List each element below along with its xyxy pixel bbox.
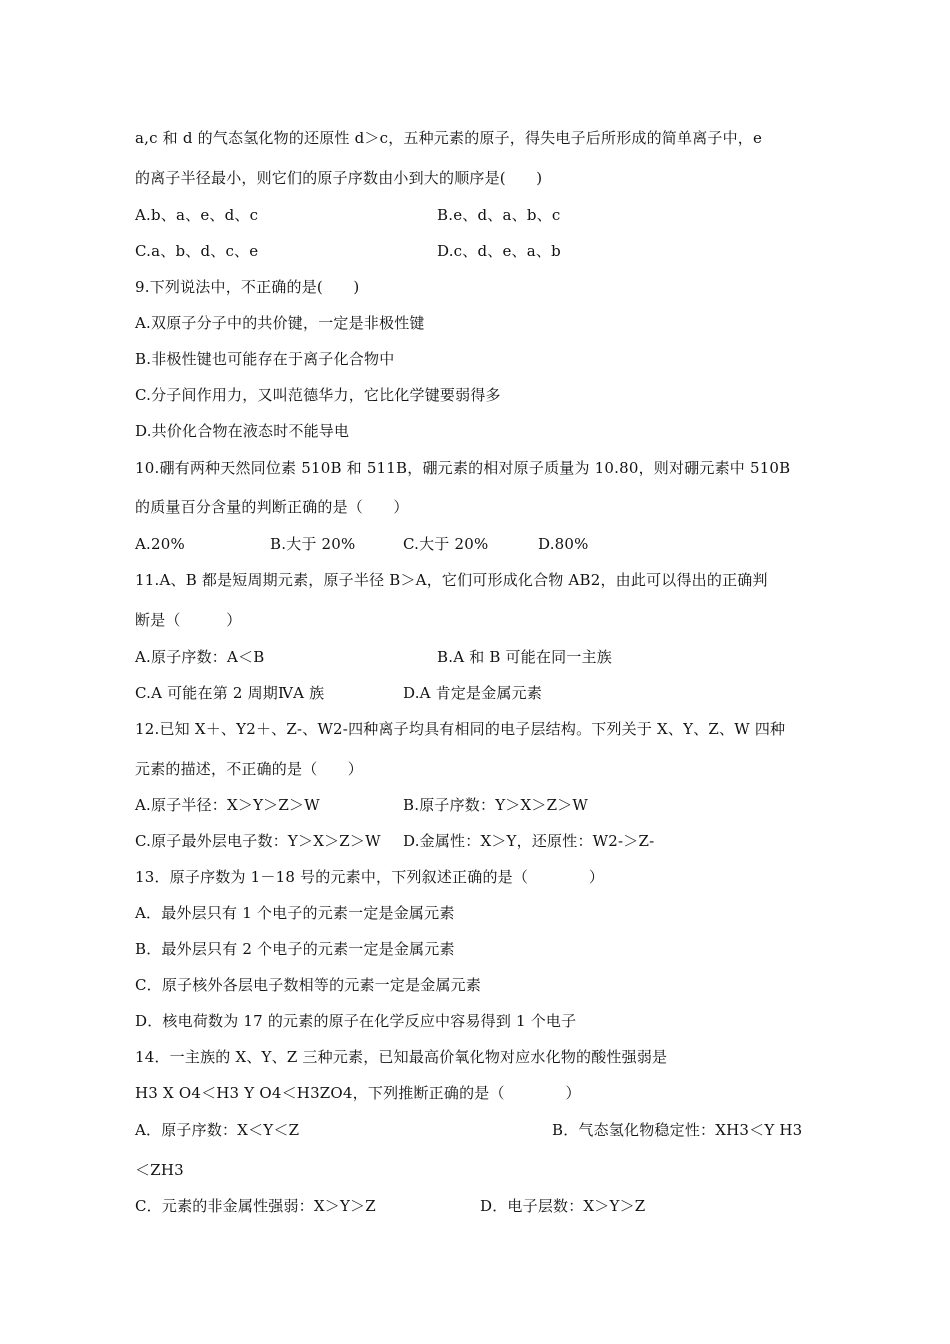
q14-option-b: B．气态氢化物稳定性：XH3＜Y H3 [552,1121,803,1139]
q10-line1: 10.硼有两种天然同位素 510B 和 511B，硼元素的相对原子质量为 10.80，则对硼元素中 510B [135,459,791,477]
q10-line2: 的质量百分含量的判断正确的是（ ） [135,498,409,516]
q14-line2: H3 X O4＜H3 Y O4＜H3ZO4，下列推断正确的是（ ） [135,1084,581,1102]
q9-stem: 9.下列说法中，不正确的是( ) [135,278,360,296]
q14-option-b-continued: ＜ZH3 [135,1161,184,1179]
q12-option-d: D.金属性：X＞Y，还原性：W2-＞Z- [403,832,655,850]
q9-option-c: C.分子间作用力，又叫范德华力，它比化学键要弱得多 [135,386,501,404]
q14-option-c: C．元素的非金属性强弱：X＞Y＞Z [135,1197,376,1215]
q9-option-a: A.双原子分子中的共价键，一定是非极性键 [135,314,425,332]
q10-option-c: C.大于 20% [403,535,489,553]
q10-option-a: A.20% [135,535,185,553]
q13-option-b: B．最外层只有 2 个电子的元素一定是金属元素 [135,940,455,958]
q8-option-a: A.b、a、e、d、c [135,206,259,224]
q11-option-b: B.A 和 B 可能在同一主族 [437,648,612,666]
q13-option-a: A．最外层只有 1 个电子的元素一定是金属元素 [135,904,455,922]
q12-option-c: C.原子最外层电子数：Y＞X＞Z＞W [135,832,381,850]
q10-option-b: B.大于 20% [270,535,356,553]
q8-line1: a,c 和 d 的气态氢化物的还原性 d＞c，五种元素的原子，得失电子后所形成的简单离子中，e [135,129,763,147]
q12-option-a: A.原子半径：X＞Y＞Z＞W [135,796,320,814]
q11-line1: 11.A、B 都是短周期元素，原子半径 B＞A，它们可形成化合物 AB2，由此可以得出的正确判 [135,571,768,589]
q14-option-a: A．原子序数：X＜Y＜Z [135,1121,300,1139]
q8-line2: 的离子半径最小，则它们的原子序数由小到大的顺序是( ) [135,169,543,187]
q8-option-d: D.c、d、e、a、b [437,242,561,260]
q12-line1: 12.已知 X＋、Y2＋、Z-、W2-四种离子均具有相同的电子层结构。下列关于 X、Y、Z、W 四种 [135,720,786,738]
q9-option-d: D.共价化合物在液态时不能导电 [135,422,350,440]
q14-line1: 14．一主族的 X、Y、Z 三种元素，已知最高价氧化物对应水化物的酸性强弱是 [135,1048,668,1066]
q11-option-a: A.原子序数：A＜B [135,648,265,666]
q14-option-d: D．电子层数：X＞Y＞Z [480,1197,646,1215]
q9-option-b: B.非极性键也可能存在于离子化合物中 [135,350,395,368]
q11-option-c: C.A 可能在第 2 周期ⅣA 族 [135,684,325,702]
q8-option-c: C.a、b、d、c、e [135,242,259,260]
q13-stem: 13．原子序数为 1－18 号的元素中，下列叙述正确的是（ ） [135,868,605,886]
q12-line2: 元素的描述，不正确的是（ ） [135,760,364,778]
q11-line2: 断是（ ） [135,611,242,629]
q13-option-c: C．原子核外各层电子数相等的元素一定是金属元素 [135,976,482,994]
q13-option-d: D．核电荷数为 17 的元素的原子在化学反应中容易得到 1 个电子 [135,1012,577,1030]
q11-option-d: D.A 肯定是金属元素 [403,684,543,702]
q12-option-b: B.原子序数：Y＞X＞Z＞W [403,796,589,814]
q8-option-b: B.e、d、a、b、c [437,206,561,224]
q10-option-d: D.80% [538,535,589,553]
